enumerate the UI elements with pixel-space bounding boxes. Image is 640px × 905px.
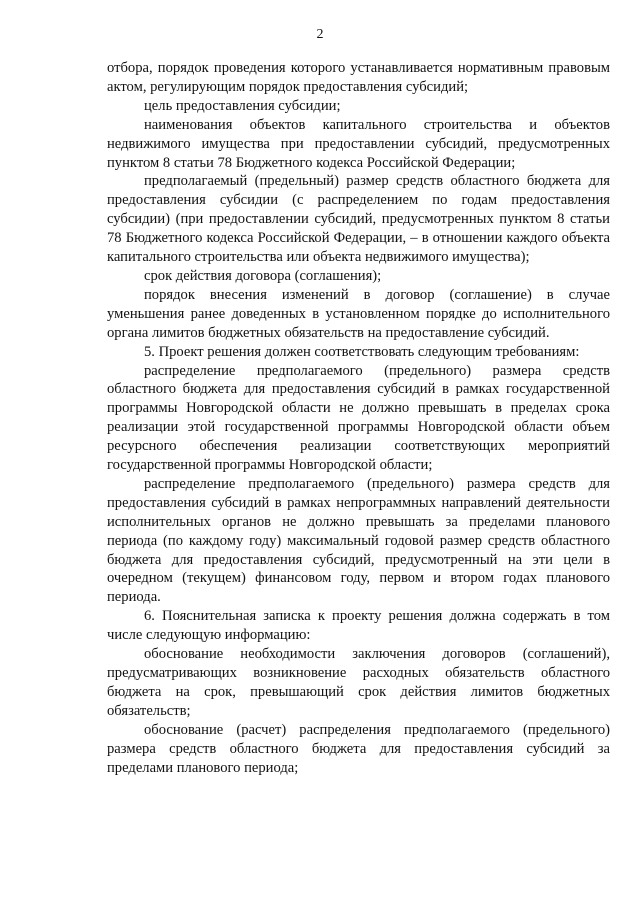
paragraph-subsidy-purpose: цель предоставления субсидии; xyxy=(144,97,341,114)
paragraph-amendment-procedure: порядок внесения изменений в договор (соглашение) в случае уменьшения ранее доведенных в установленном порядке до исполнительного органа лимитов бюджетных обязательств на предоставление субсидий. xyxy=(107,286,610,341)
document-body xyxy=(107,59,610,777)
paragraph-section-5: 5. Проект решения должен соответствовать следующим требованиям: xyxy=(144,343,580,360)
paragraph-selection-procedure: отбора, порядок проведения которого устанавливается нормативным правовым актом, регулирующим порядок предоставления субсидий; xyxy=(107,60,610,95)
paragraph-justification-calculation: обоснование (расчет) распределения предполагаемого (предельного) размера средств областного бюджета для предоставления субсидий за пределами планового периода; xyxy=(107,721,610,776)
paragraph-budget-amount: предполагаемый (предельный) размер средств областного бюджета для предоставления субсидии (с распределением по годам предоставления субсидии) (при предоставлении субсидий, предусмотренных пунктом 8 статьи 78 Бюджетного кодекса Российской Федерации, – в отношении каждого объекта капитального строительства или объекта недвижимого имущества); xyxy=(107,173,610,266)
page-number: 2 xyxy=(316,27,324,42)
paragraph-program-distribution: распределение предполагаемого (предельного) размера средств областного бюджета для предоставления субсидий в рамках государственной программы Новгородской области не должно превышать в пределах срока реализации этой государственной программы Новгородской области объем ресурсного обеспечения реализации соответствующих мероприятий государственной программы Новгородской области; xyxy=(107,362,610,474)
paragraph-object-names: наименования объектов капитального строительства и объектов недвижимого имущества при предоставлении субсидий, предусмотренных пунктом 8 статьи 78 Бюджетного кодекса Российской Федерации; xyxy=(107,116,610,171)
paragraph-section-6: 6. Пояснительная записка к проекту решения должна содержать в том числе следующую информацию: xyxy=(107,608,610,644)
paragraph-nonprogram-distribution: распределение предполагаемого (предельного) размера средств для предоставления субсидий в рамках непрограммных направлений деятельности исполнительных органов не должно превышать за пределами планового периода (по каждому году) максимальный годовой размер средств областного бюджета для предоставления субсидий, предусмотренный на эти цели в очередном (текущем) финансовом году, первом и втором годах планового периода. xyxy=(107,475,610,606)
paragraph-agreement-term: срок действия договора (соглашения); xyxy=(144,267,382,284)
paragraph-justification-need: обоснование необходимости заключения договоров (соглашений), предусматривающих возникновение расходных обязательств областного бюджета на срок, превышающий срок действия лимитов бюджетных обязательств; xyxy=(107,646,610,719)
